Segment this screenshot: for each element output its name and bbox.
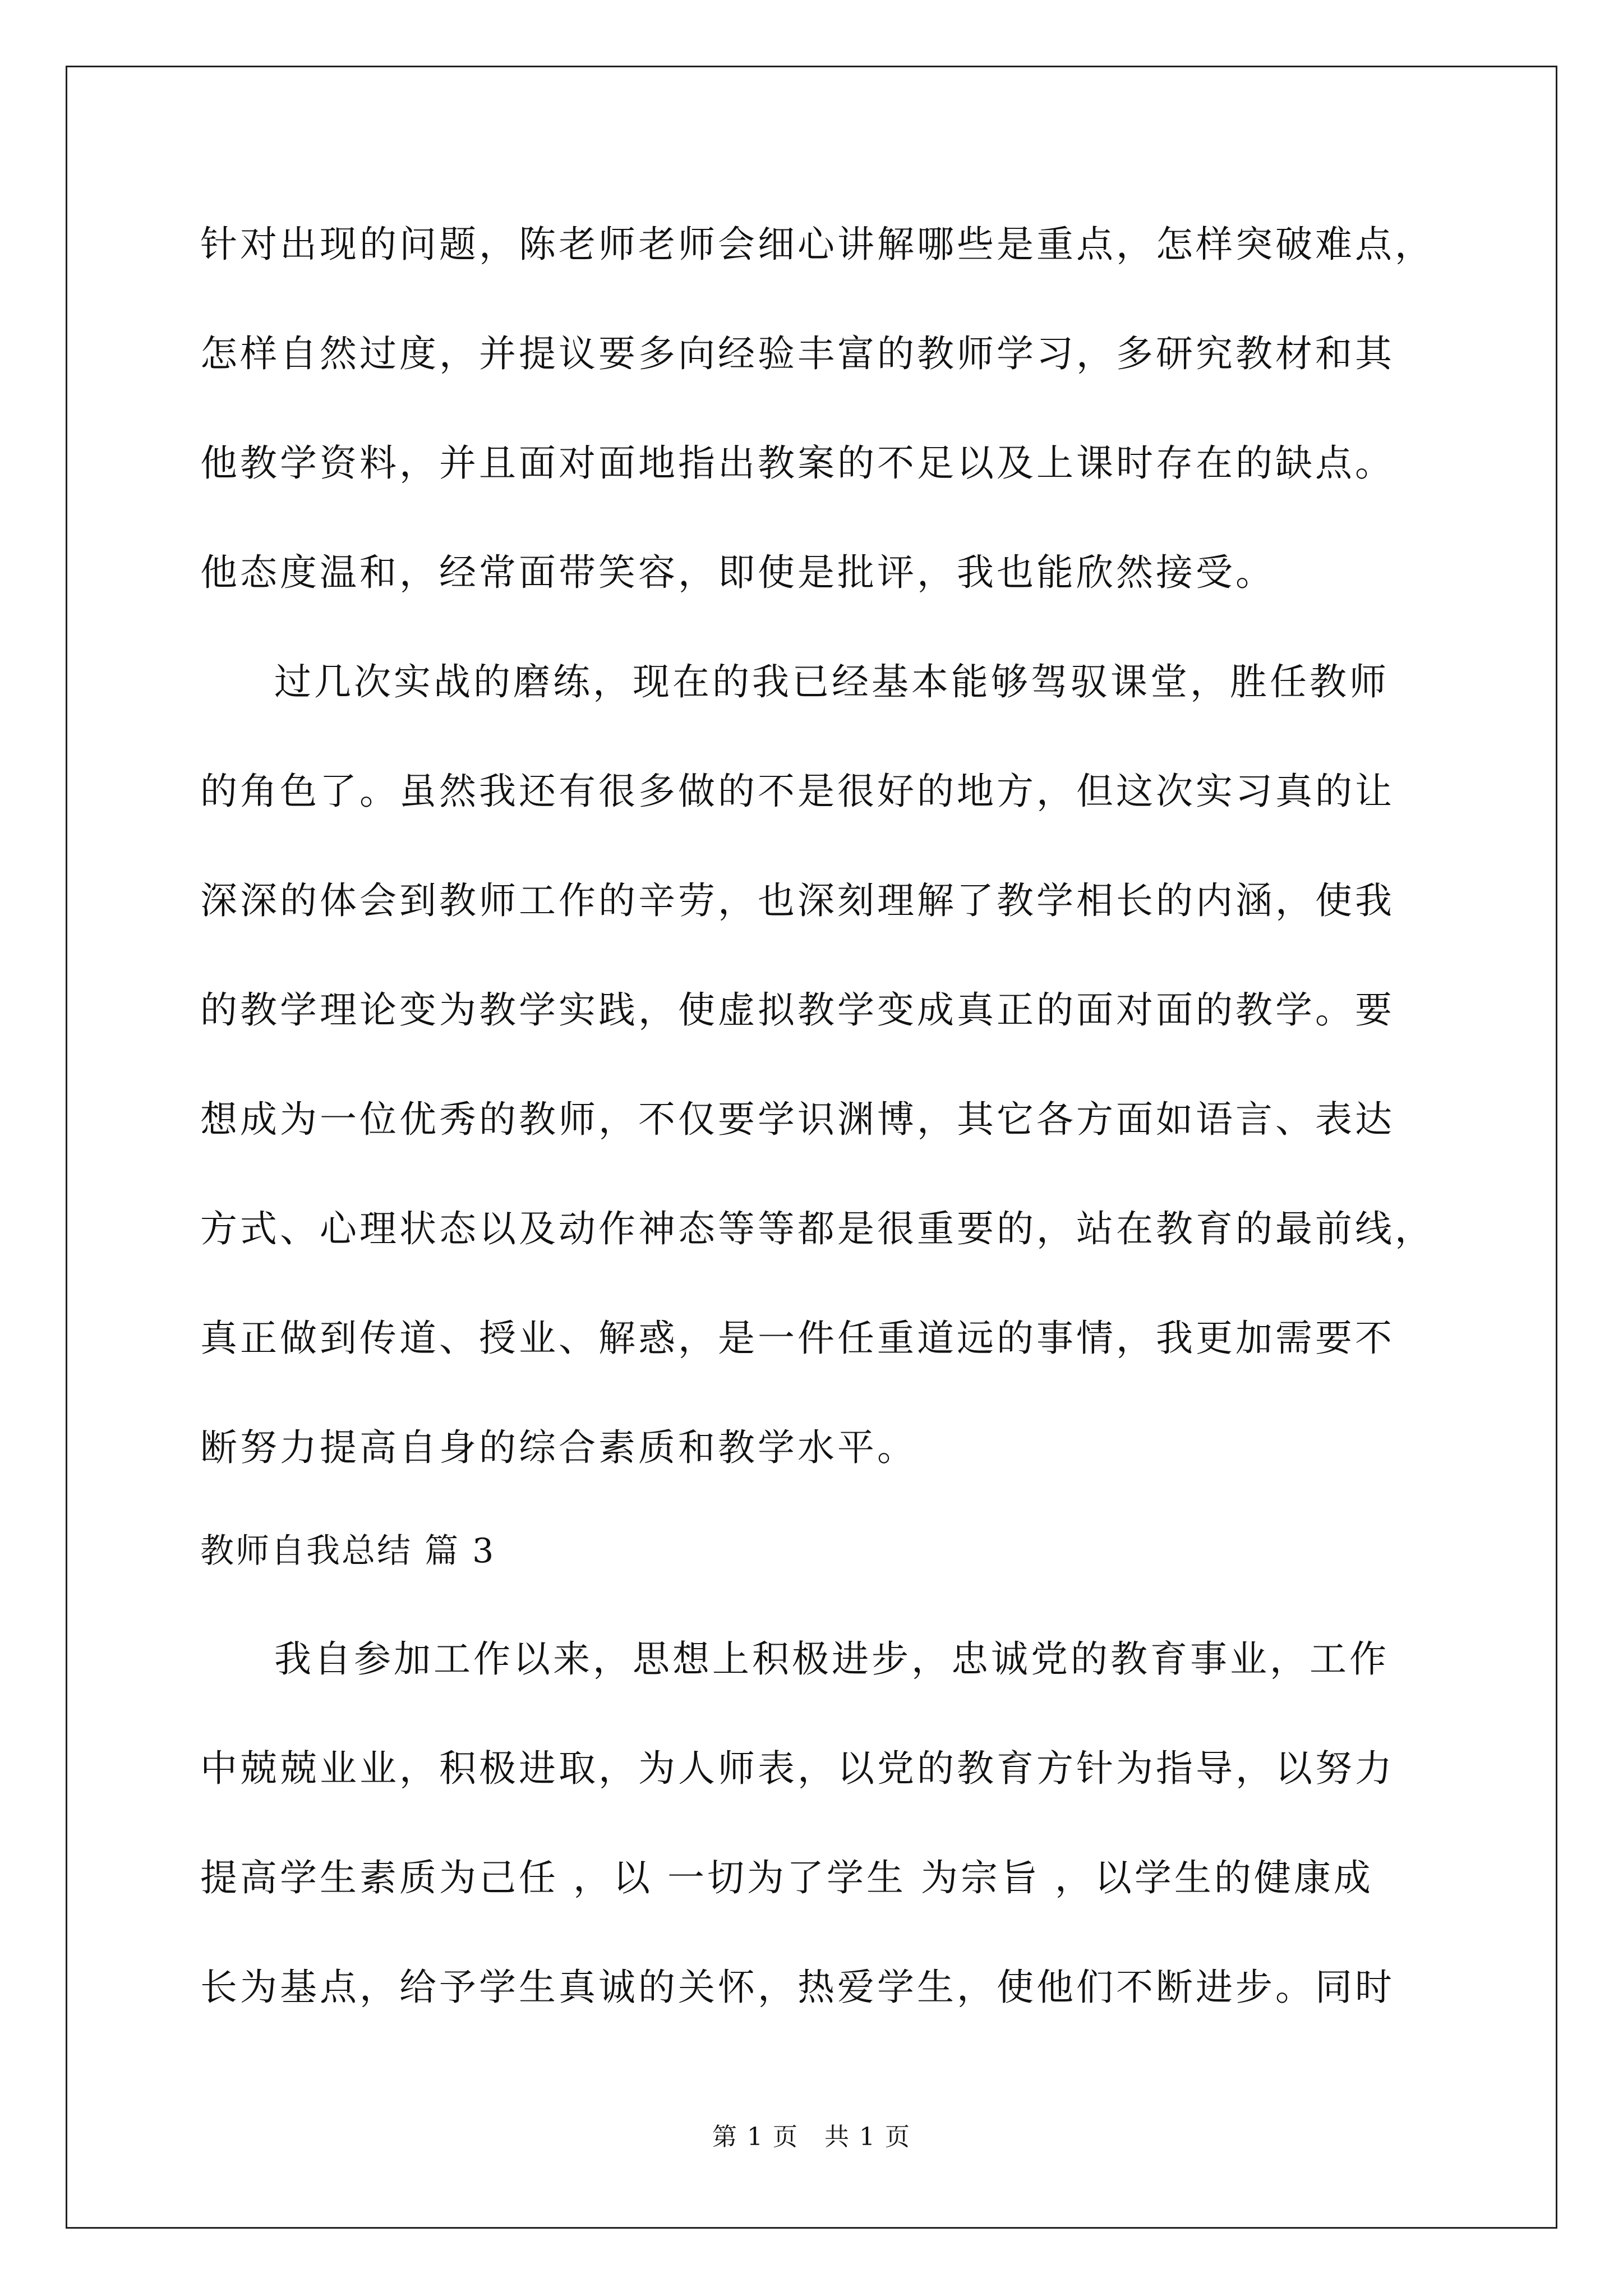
paragraph-2-line-3: 深深的体会到教师工作的辛劳，也深刻理解了教学相长的内涵，使我 xyxy=(200,879,1395,922)
section-heading: 教师自我总结 篇 3 xyxy=(200,1531,496,1571)
page-footer: 第 1 页 共 1 页 xyxy=(712,2123,911,2151)
paragraph-2-line-6: 方式、心理状态以及动作神态等等都是很重要的，站在教育的最前线， xyxy=(200,1207,1435,1250)
page-border xyxy=(66,66,1557,2229)
paragraph-1-line-1: 针对出现的问题，陈老师老师会细心讲解哪些是重点，怎样突破难点， xyxy=(200,223,1435,266)
paragraph-2-line-2: 的角色了。虽然我还有很多做的不是很好的地方，但这次实习真的让 xyxy=(200,770,1395,813)
paragraph-2-line-1: 过几次实战的磨练，现在的我已经基本能够驾驭课堂，胜任教师 xyxy=(274,660,1389,703)
paragraph-3-line-3: 提高学生素质为己任 ，以 一切为了学生 为宗旨 ，以学生的健康成 xyxy=(200,1856,1373,1899)
paragraph-2-line-8: 断努力提高自身的综合素质和教学水平。 xyxy=(200,1426,917,1469)
paragraph-3-line-1: 我自参加工作以来，思想上积极进步，忠诚党的教育事业，工作 xyxy=(274,1637,1389,1681)
paragraph-2-line-5: 想成为一位优秀的教师，不仅要学识渊博，其它各方面如语言、表达 xyxy=(200,1098,1395,1141)
paragraph-2-line-4: 的教学理论变为教学实践，使虚拟教学变成真正的面对面的教学。要 xyxy=(200,988,1395,1032)
paragraph-1-line-4: 他态度温和，经常面带笑容，即使是批评，我也能欣然接受。 xyxy=(200,551,1275,594)
paragraph-3-line-4: 长为基点，给予学生真诚的关怀，热爱学生，使他们不断进步。同时 xyxy=(200,1966,1395,2009)
paragraph-2-line-7: 真正做到传道、授业、解惑，是一件任重道远的事情，我更加需要不 xyxy=(200,1317,1395,1360)
paragraph-3-line-2: 中兢兢业业，积极进取，为人师表，以党的教育方针为指导，以努力 xyxy=(200,1747,1395,1790)
paragraph-1-line-3: 他教学资料，并且面对面地指出教案的不足以及上课时存在的缺点。 xyxy=(200,441,1395,485)
paragraph-1-line-2: 怎样自然过度，并提议要多向经验丰富的教师学习，多研究教材和其 xyxy=(200,332,1395,375)
